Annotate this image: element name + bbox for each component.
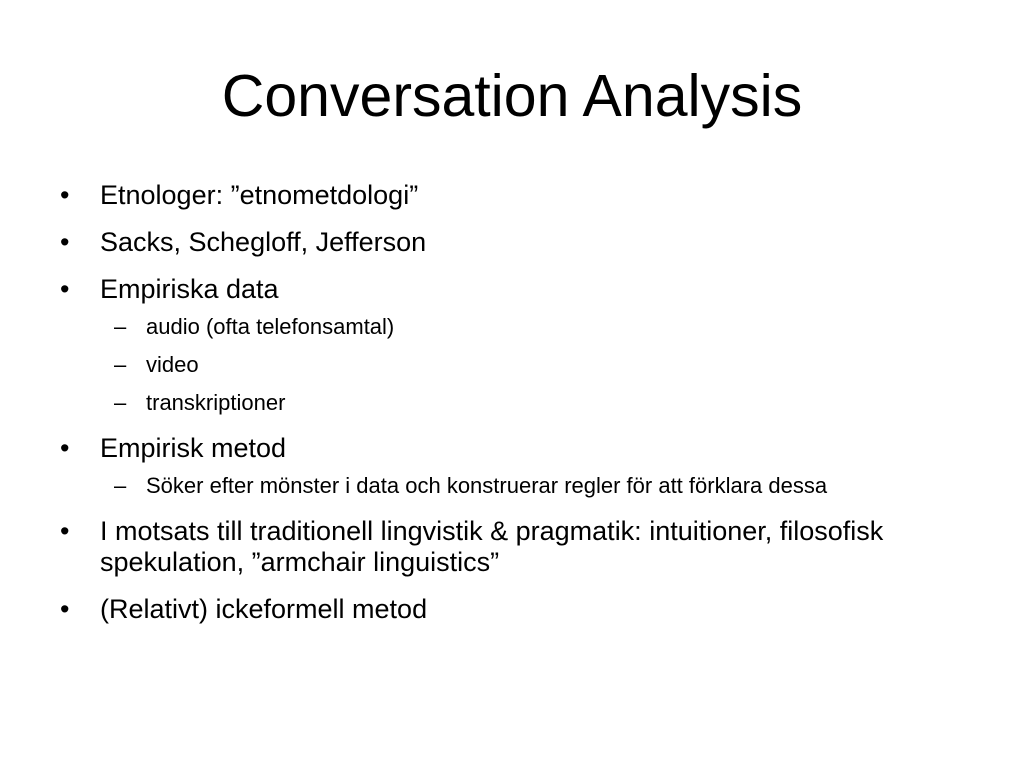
bullet-text: Sacks, Schegloff, Jefferson [100,227,427,257]
bullet-text: Etnologer: ”etnometdologi” [100,180,419,210]
bullet-marker: • [60,227,70,257]
bullet-item [56,516,976,578]
bullet-marker: • [60,274,70,304]
sub-bullet-marker: – [114,352,127,377]
sub-bullet-text: video [146,352,199,377]
sub-bullet-marker: – [114,314,127,339]
sub-bullet-marker: – [114,473,127,498]
bullet-list [56,180,976,641]
bullet-text: I motsats till traditionell lingvistik & pragmatik: intuitioner, filosofisk spekulation, ”armchair linguistics” [100,516,884,577]
sub-bullet-text: audio (ofta telefonsamtal) [146,314,395,339]
bullet-item [56,594,976,625]
slide-title: Conversation Analysis [221,63,803,129]
sub-bullet-text: transkriptioner [146,390,286,415]
bullet-text: (Relativt) ickeformell metod [100,594,428,624]
sub-bullet-text: Söker efter mönster i data och konstruerar regler för att förklara dessa [146,473,828,498]
bullet-item [56,274,976,417]
bullet-text: Empirisk metod [100,433,287,463]
sub-bullet-list [100,472,976,500]
sub-bullet-list [100,313,976,417]
bullet-marker: • [60,516,70,546]
sub-bullet-item [100,389,976,417]
sub-bullet-item [100,472,976,500]
bullet-item [56,433,976,500]
sub-bullet-marker: – [114,390,127,415]
bullet-text: Empiriska data [100,274,279,304]
bullet-marker: • [60,433,70,463]
bullet-item [56,180,976,211]
sub-bullet-item [100,313,976,341]
bullet-marker: • [60,180,70,210]
sub-bullet-item [100,351,976,379]
bullet-item [56,227,976,258]
bullet-marker: • [60,594,70,624]
